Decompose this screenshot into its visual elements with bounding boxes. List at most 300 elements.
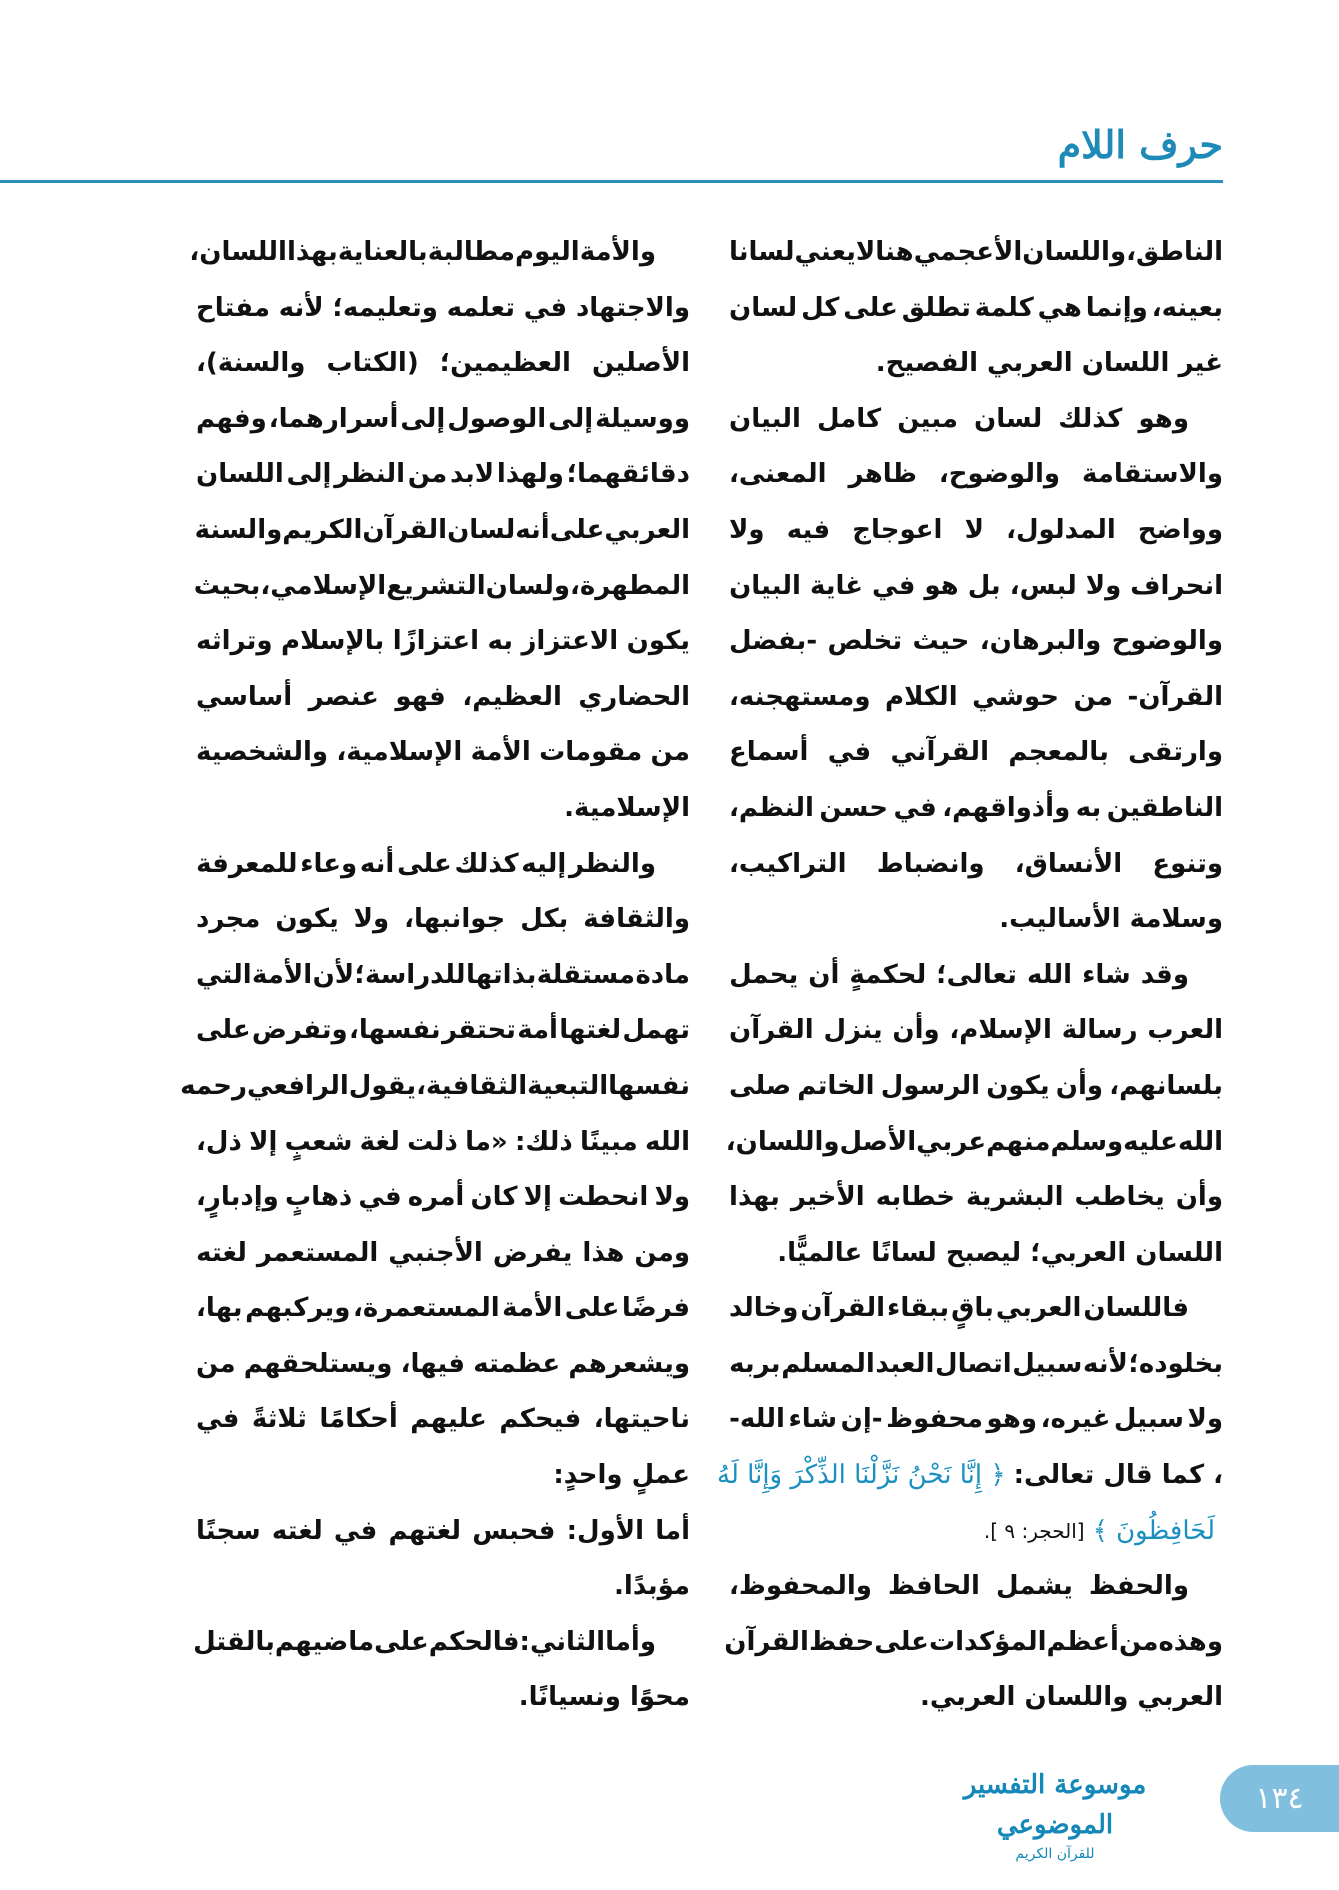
text-line (729, 1392, 1223, 1448)
word: أساسي (196, 681, 293, 712)
word: إلى (548, 403, 594, 434)
word: وإنما (1085, 292, 1148, 323)
word: ذلك: (514, 1126, 573, 1157)
word: أسرارهما، (268, 403, 399, 434)
word: عظمته (473, 1348, 561, 1379)
quran-verse: لَحَافِظُونَ ﴾ (1092, 1515, 1215, 1546)
word: واللسان، (725, 1126, 840, 1157)
word: شاء (1082, 959, 1131, 990)
word: فالحكم (428, 1626, 520, 1657)
line-text: عملٍ واحدٍ: (553, 1460, 690, 1491)
word: بل (967, 570, 1001, 601)
word: وإدبارٍ، (196, 1182, 279, 1213)
word: نفسها (608, 1070, 690, 1101)
word: يفرض (492, 1237, 573, 1268)
text-line (725, 1115, 1223, 1171)
word: النظر (334, 459, 405, 490)
word: ووسيلة (595, 403, 690, 434)
text-line (193, 559, 690, 615)
word: البشرية (966, 1182, 1064, 1213)
word: الإسلام، (949, 1015, 1052, 1046)
word: يكون (986, 1070, 1050, 1101)
word: الخاتم (797, 1070, 875, 1101)
line-text: محوًا ونسيانًا. (518, 1682, 690, 1713)
word: إلى (286, 459, 332, 490)
word: أعظم (1046, 1626, 1119, 1657)
word: والأمة (579, 237, 656, 267)
line-text: العربي واللسان العربي. (919, 1682, 1223, 1713)
text-line (729, 1670, 1223, 1726)
word: التبعية (527, 1070, 609, 1101)
word: وهو (1138, 403, 1189, 434)
word: والسنة)، (196, 348, 306, 379)
line-text: مؤبدًا. (614, 1571, 690, 1602)
word: الإسلامي، (260, 570, 387, 601)
header-divider (0, 180, 1223, 183)
word: الرسول (880, 1070, 981, 1101)
word: به (487, 626, 514, 657)
word: والاجتهاد (575, 292, 690, 323)
word: لأن (312, 959, 355, 990)
word: الاعتزاز (521, 626, 619, 657)
text-line (729, 725, 1223, 781)
word: ناحيتها، (593, 1404, 690, 1435)
word: بهذا (729, 1182, 780, 1213)
encyclopedia-logo (930, 1765, 1180, 1862)
word: البيان (729, 403, 801, 434)
word: فيها، (400, 1348, 466, 1379)
text-line (729, 1504, 1223, 1560)
word: الأخير (790, 1182, 865, 1213)
word: والسنة (194, 514, 283, 545)
word: بكل (520, 904, 569, 935)
word: يشمل (995, 1571, 1073, 1602)
word: من (1073, 681, 1114, 712)
word: بالإسلام (281, 626, 385, 657)
word: ولا (1085, 570, 1122, 601)
word: العرب (1147, 1015, 1223, 1046)
line-text: ، كما قال تعالى: (1013, 1460, 1223, 1491)
word: فيحكم (499, 1404, 582, 1435)
word: بلسانهم، (1109, 1070, 1223, 1101)
text-line (196, 1003, 690, 1059)
word: بالعناية (337, 237, 428, 267)
text-line (729, 1226, 1223, 1282)
word: وسلم (1050, 1126, 1124, 1157)
text-line (196, 392, 690, 448)
word: وتفرض (251, 1015, 348, 1046)
word: وهو (986, 1404, 1038, 1435)
word: ولا (1187, 1404, 1223, 1435)
text-line (729, 670, 1223, 726)
word: في (196, 1404, 240, 1435)
text-line (196, 892, 690, 948)
word: التشريع (386, 570, 486, 601)
word: والوضوح، (938, 459, 1061, 490)
right-text-column (717, 225, 1223, 1726)
text-line (729, 948, 1223, 1004)
word: الأمة (252, 959, 313, 990)
word: كلمة (974, 292, 1034, 323)
word: على (196, 1015, 251, 1046)
word: إلا (523, 1182, 552, 1213)
word: العربي (604, 514, 690, 545)
word: وأن (892, 1015, 940, 1046)
word: (الكتاب (326, 348, 419, 379)
word: على (843, 292, 898, 323)
text-line (729, 281, 1223, 337)
word: الأجنبي (388, 1237, 483, 1268)
text-line (724, 1615, 1223, 1671)
word: الله- (729, 1404, 785, 1435)
text-line (196, 1337, 690, 1393)
word: تهمل (622, 1015, 690, 1046)
text-line (729, 447, 1223, 503)
word: التراكيب، (729, 848, 847, 879)
word: لغته (271, 1515, 323, 1546)
word: الناطق، (1126, 237, 1223, 267)
text-line (729, 1559, 1223, 1615)
word: لسان (974, 403, 1043, 434)
word: كامل (816, 403, 882, 434)
word: ويشعرهم (568, 1348, 690, 1379)
text-line (729, 559, 1223, 615)
word: الأصلين (591, 348, 690, 379)
word: دقائقهما؛ (566, 459, 690, 490)
word: أحكامًا (319, 1404, 398, 1435)
word: ذل، (196, 1126, 242, 1157)
text-line (196, 1504, 690, 1560)
word: هنا (875, 237, 914, 267)
word: في (872, 570, 916, 601)
word: هو (924, 570, 959, 601)
word: يخاطب (1074, 1182, 1165, 1213)
word: القرآن (800, 1293, 886, 1324)
word: عليه (1123, 1126, 1178, 1157)
word: «ما (465, 1126, 508, 1157)
chapter-title: حرف اللام (1057, 122, 1223, 167)
word: بها، (196, 1293, 243, 1324)
word: وأن (1175, 1182, 1223, 1213)
word: تحتقر (441, 1015, 516, 1046)
word: وأن (1055, 1070, 1104, 1101)
text-line (196, 503, 690, 559)
word: الإسلامية، (336, 737, 463, 768)
text-line (196, 1226, 690, 1282)
word: وارتقى (1128, 737, 1223, 768)
word: الله (1027, 959, 1073, 990)
word: يكون (626, 626, 690, 657)
word: -إن (840, 1404, 883, 1435)
word: الأمة (470, 737, 531, 768)
word: عليهم (410, 1404, 487, 1435)
word: القرآن (362, 514, 448, 545)
word: اتصال (935, 1348, 1012, 1379)
word: إلا (249, 1126, 278, 1157)
text-line (196, 1670, 690, 1726)
word: من (650, 737, 690, 768)
text-line (196, 725, 690, 781)
word: بالمعجم (1008, 737, 1109, 768)
word: -بفضل (729, 626, 818, 657)
word: نفسها، (348, 1015, 441, 1046)
word: سجنًا (196, 1515, 261, 1546)
word: كل (801, 292, 840, 323)
word: العظيم، (462, 681, 562, 712)
word: فهو (395, 681, 446, 712)
word: غيره، (1040, 1404, 1111, 1435)
word: وتعليمه؛ (332, 292, 438, 323)
word: ولا (729, 514, 765, 545)
word: وعاء (300, 848, 358, 879)
word: ومن (634, 1237, 690, 1268)
word: العظيمين؛ (439, 348, 571, 379)
word: المعنى، (729, 459, 827, 490)
word: واللسان (1022, 237, 1127, 267)
word: حوشي (972, 681, 1060, 712)
text-line (196, 614, 690, 670)
text-line (196, 670, 690, 726)
word: التي (196, 959, 252, 990)
word: اللسان (196, 459, 284, 490)
word: في (827, 737, 872, 768)
word: القرآني (890, 737, 989, 768)
word: وفهم (196, 403, 267, 434)
word: حيث (912, 626, 970, 657)
word: للمعرفة (196, 848, 298, 879)
word: يقول (348, 1070, 417, 1101)
word: ببقاء (887, 1293, 950, 1324)
word: الحضاري (578, 681, 690, 712)
word: الثاني: (519, 1626, 606, 1657)
word: وخالد (729, 1293, 799, 1324)
text-line (196, 281, 690, 337)
word: لحكمةٍ (849, 959, 927, 990)
word: فحبس (472, 1515, 556, 1546)
word: لا (855, 237, 876, 267)
word: جوانبها، (404, 904, 506, 935)
word: لأنه (1082, 1348, 1128, 1379)
word: مطالبة (427, 237, 516, 267)
word: أنه (515, 514, 550, 545)
word: سبيل (1113, 1404, 1184, 1435)
text-line (729, 392, 1223, 448)
text-line (729, 837, 1223, 893)
word: بعينه، (1151, 292, 1223, 323)
word: وانضباط (876, 848, 985, 879)
word: الله (1177, 1126, 1223, 1157)
word: وقد (1140, 959, 1189, 990)
word: أمره (407, 1182, 465, 1213)
page-number: ١٣٤ (1220, 1765, 1339, 1832)
word: فاللسان (1083, 1293, 1189, 1324)
text-line (196, 1170, 690, 1226)
word: الرافعي (247, 1070, 349, 1101)
word: شعبٍ (284, 1126, 353, 1157)
word: عنصر (308, 681, 379, 712)
word: بالقتل (193, 1626, 275, 1657)
word: على (874, 1626, 929, 1657)
word: لأنه (278, 292, 324, 323)
word: لسان (729, 292, 798, 323)
word: لغته (196, 1237, 247, 1268)
word: والثقافة (583, 904, 690, 935)
text-line (196, 1448, 690, 1504)
text-line (729, 336, 1223, 392)
word: الثقافية، (416, 1070, 528, 1101)
word: يعني (794, 237, 856, 267)
text-line (729, 892, 1223, 948)
word: الكريم (282, 514, 363, 545)
word: الأمة (502, 1293, 563, 1324)
word: رحمه (180, 1070, 248, 1101)
word: تطلق (901, 292, 971, 323)
logo-subtitle: للقرآن الكريم (1015, 1846, 1095, 1862)
word: القرآن (729, 1015, 814, 1046)
word: البيان (729, 570, 801, 601)
word: بهذا (286, 237, 338, 267)
word: اعوجاج (852, 514, 943, 545)
text-line (729, 1059, 1223, 1115)
word: مبين (897, 403, 958, 434)
word: في (523, 292, 568, 323)
word: إليه (521, 848, 567, 879)
text-line (193, 1615, 690, 1671)
word: الأول: (566, 1515, 645, 1546)
word: مجرد (196, 904, 261, 935)
text-line (196, 948, 690, 1004)
word: رسالة (1061, 1015, 1138, 1046)
word: لغة (359, 1126, 400, 1157)
word: يكون (275, 904, 339, 935)
word: في (358, 1182, 402, 1213)
word: والبرهان، (979, 626, 1102, 657)
word: فرضًا (621, 1293, 690, 1324)
text-line (189, 225, 690, 281)
line-text: غير اللسان العربي الفصيح. (875, 348, 1223, 379)
left-text-column (180, 225, 690, 1726)
text-line (717, 1448, 1223, 1504)
word: ولا (353, 904, 390, 935)
word: ولهذا (496, 459, 564, 490)
text-line (729, 1281, 1223, 1337)
word: مستقلة (536, 959, 636, 990)
word: بذاتها (465, 959, 537, 990)
word: غاية (809, 570, 863, 601)
word: لغتها (559, 1015, 622, 1046)
word: شاء (788, 1404, 838, 1435)
word: هذا (582, 1237, 625, 1268)
word: هي (1037, 292, 1082, 323)
word: على (374, 1626, 429, 1657)
word: كذلك (454, 848, 519, 879)
word: تخلص (827, 626, 903, 657)
word: الحافظ (887, 1571, 980, 1602)
word: والنظر (569, 848, 656, 879)
word: المطهرة، (570, 570, 690, 601)
word: كذلك (1058, 403, 1123, 434)
word: أن (808, 959, 840, 990)
text-line (196, 447, 690, 503)
word: للدراسة؛ (354, 959, 466, 990)
word: مادة (635, 959, 690, 990)
text-line (729, 503, 1223, 559)
word: من (407, 459, 448, 490)
line-text: اللسان العربي؛ ليصبح لسانًا عالميًّا. (777, 1237, 1223, 1268)
word: المستعمر (256, 1237, 379, 1268)
word: الوصول (447, 403, 547, 434)
line-text: الإسلامية. (564, 792, 690, 823)
word: لبس، (1009, 570, 1077, 601)
word: منهم (986, 1126, 1051, 1157)
word: ولا (654, 1182, 690, 1213)
text-line (196, 336, 690, 392)
word: في (333, 1515, 378, 1546)
word: والوضوح (1111, 626, 1223, 657)
word: النظم، (729, 792, 814, 823)
word: ذهابٍ (284, 1182, 353, 1213)
logo-title: موسوعة التفسير الموضوعي (963, 1770, 1147, 1840)
text-line (180, 1059, 690, 1115)
word: أمة (517, 1015, 558, 1046)
word: وأذواقهم، (942, 792, 1071, 823)
word: فيه (786, 514, 831, 545)
word: ولسان (485, 570, 570, 601)
text-line (196, 1392, 690, 1448)
word: اليوم (515, 237, 580, 267)
word: من (1118, 1626, 1159, 1657)
word: الأنساق، (1014, 848, 1123, 879)
word: بربه (729, 1348, 781, 1379)
word: حفظ (808, 1626, 875, 1657)
text-line (196, 781, 690, 837)
word: انحراف (1130, 570, 1223, 601)
word: بخلوده؛ (1128, 1348, 1223, 1379)
word: مبينًا (579, 1126, 638, 1157)
word: ماضيهم (274, 1626, 375, 1657)
word: إلى (400, 403, 446, 434)
word: أسماع (729, 737, 809, 768)
word: تعالى؛ (936, 959, 1017, 990)
text-line (196, 1281, 690, 1337)
word: وتنوع (1152, 848, 1223, 879)
word: لابد (449, 459, 495, 490)
text-line (729, 781, 1223, 837)
word: المدلول، (1006, 514, 1116, 545)
word: يحمل (729, 959, 799, 990)
word: به (1075, 792, 1102, 823)
word: لا (964, 514, 984, 545)
word: وواضح (1137, 514, 1223, 545)
word: وتراثه (196, 626, 273, 657)
text-line (729, 1170, 1223, 1226)
word: على (397, 848, 452, 879)
word: حسن (819, 792, 888, 823)
word: خطابه (875, 1182, 956, 1213)
word: ويركبهم (245, 1293, 351, 1324)
word: على (549, 514, 605, 545)
verse-reference: [الحجر: ٩ ]. (983, 1518, 1085, 1543)
word: الأعجمي (913, 237, 1023, 267)
word: بحيث (193, 570, 261, 601)
word: انحطت (558, 1182, 649, 1213)
text-line (196, 1559, 690, 1615)
word: المؤكدات (928, 1626, 1047, 1657)
word: مفتاح (196, 292, 270, 323)
text-line (729, 1337, 1223, 1393)
word: لسان (447, 514, 516, 545)
word: الله (644, 1126, 690, 1157)
